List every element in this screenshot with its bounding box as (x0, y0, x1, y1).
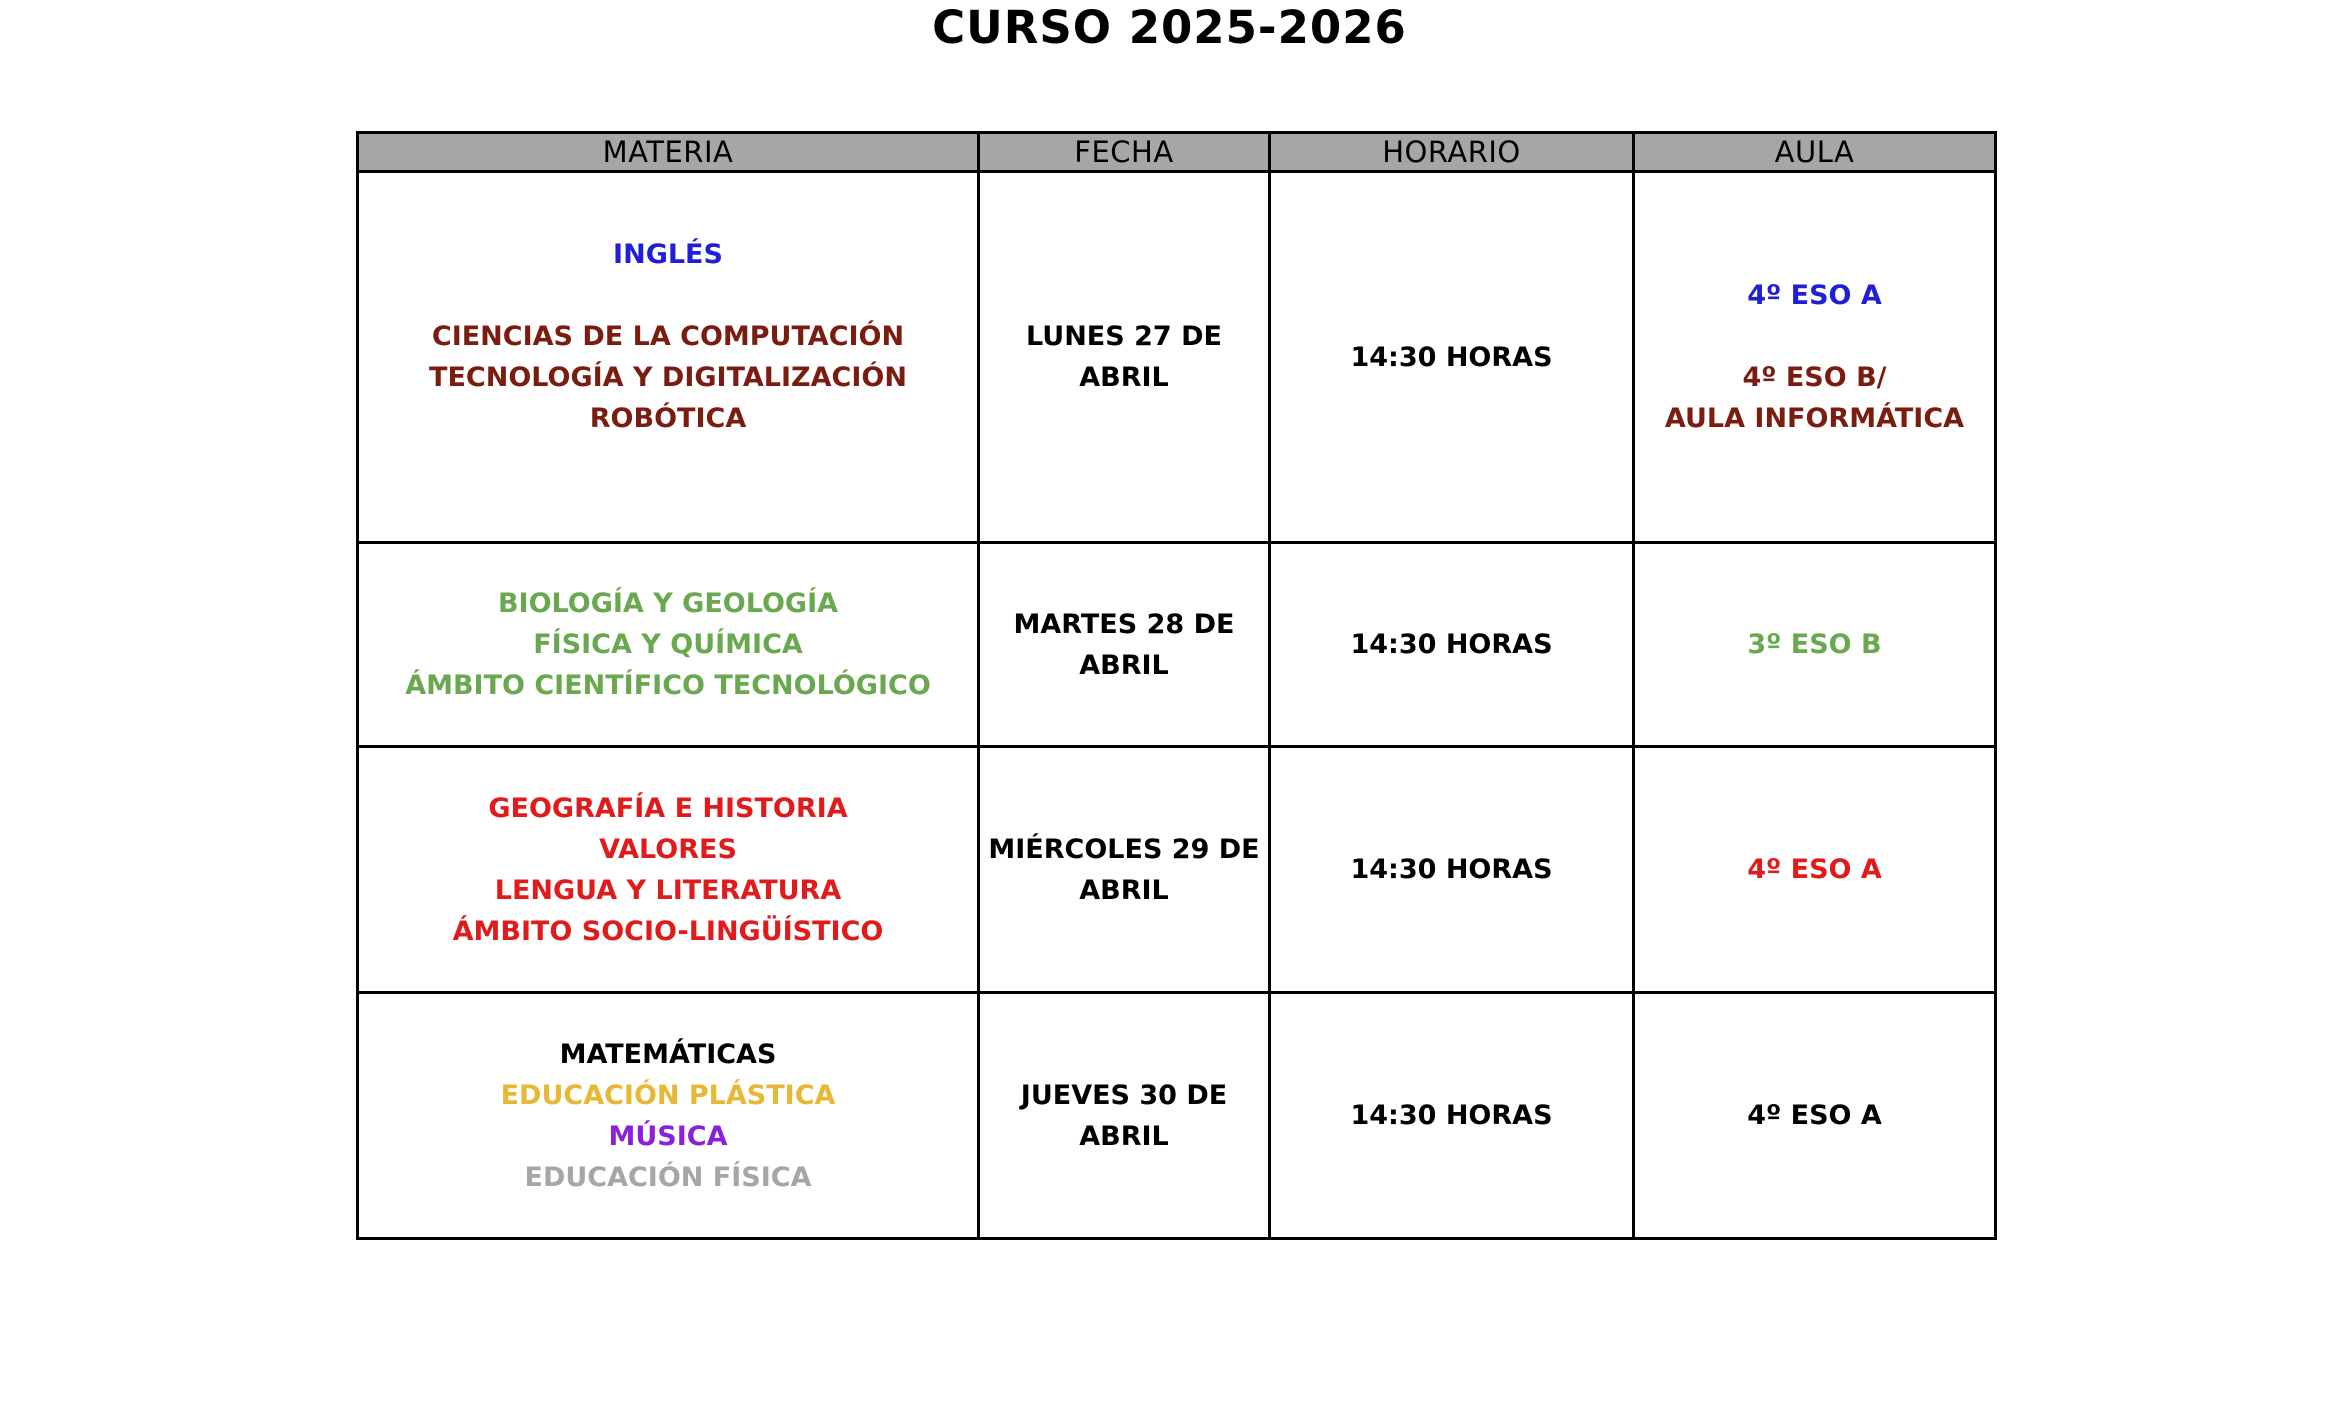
fecha-line1: JUEVES 30 DE (1020, 1079, 1228, 1111)
fecha-cell (979, 993, 1270, 1239)
page-title: CURSO 2025-2026 (932, 1, 1407, 54)
subject-musica: MÚSICA (608, 1120, 728, 1152)
fecha-line1: MARTES 28 DE (1013, 608, 1235, 640)
aula-cell: 3º ESO B (1634, 543, 1996, 747)
aula-cell: 4º ESO A (1634, 747, 1996, 993)
subject-geografia: GEOGRAFÍA E HISTORIA (488, 792, 848, 824)
aula-line1: 4º ESO A (1747, 280, 1882, 311)
horario-cell: 14:30 HORAS (1270, 747, 1634, 993)
exam-schedule-table (356, 131, 1997, 1240)
aula-cell: 4º ESO A (1634, 993, 1996, 1239)
header-horario: HORARIO (1270, 133, 1634, 172)
subject-ciencias-computacion: CIENCIAS DE LA COMPUTACIÓN (431, 321, 905, 352)
materia-cell (358, 172, 979, 543)
table-row (358, 543, 1996, 747)
aula-cell (1634, 172, 1996, 543)
subject-educacion-fisica: EDUCACIÓN FÍSICA (524, 1161, 812, 1193)
fecha-line1: LUNES 27 DE (1026, 321, 1222, 352)
subject-fisica-quimica: FÍSICA Y QUÍMICA (533, 629, 803, 660)
subject-matematicas: MATEMÁTICAS (559, 1038, 777, 1070)
materia-cell (358, 543, 979, 747)
subject-biologia: BIOLOGÍA Y GEOLOGÍA (497, 588, 839, 619)
subject-ingles: INGLÉS (613, 239, 723, 270)
table-row (358, 747, 1996, 993)
fecha-cell (979, 543, 1270, 747)
aula-line2: 4º ESO B/ (1742, 362, 1887, 393)
fecha-line2: ABRIL (1079, 1120, 1169, 1152)
subject-ambito-socio: ÁMBITO SOCIO-LINGÜÍSTICO (452, 915, 884, 947)
header-aula: AULA (1634, 133, 1996, 172)
subject-lengua: LENGUA Y LITERATURA (494, 874, 842, 906)
table-header-row (358, 133, 1996, 172)
header-fecha: FECHA (979, 133, 1270, 172)
subject-valores: VALORES (599, 833, 737, 865)
fecha-line1: MIÉRCOLES 29 DE (988, 833, 1260, 865)
fecha-line2: ABRIL (1079, 874, 1169, 906)
horario-cell: 14:30 HORAS (1270, 172, 1634, 543)
fecha-line2: ABRIL (1079, 649, 1169, 681)
materia-cell (358, 747, 979, 993)
horario-cell: 14:30 HORAS (1270, 543, 1634, 747)
fecha-cell (979, 747, 1270, 993)
subject-robotica: ROBÓTICA (589, 403, 747, 434)
subject-plastica: EDUCACIÓN PLÁSTICA (500, 1079, 836, 1111)
fecha-cell (979, 172, 1270, 543)
subject-tecnologia: TECNOLOGÍA Y DIGITALIZACIÓN (429, 362, 907, 393)
subject-ambito-cientifico: ÁMBITO CIENTÍFICO TECNOLÓGICO (405, 670, 931, 701)
horario-cell: 14:30 HORAS (1270, 993, 1634, 1239)
header-materia: MATERIA (358, 133, 979, 172)
fecha-line2: ABRIL (1079, 362, 1169, 393)
aula-line3: AULA INFORMÁTICA (1664, 403, 1965, 434)
table-row (358, 993, 1996, 1239)
materia-cell (358, 993, 979, 1239)
table-row (358, 172, 1996, 543)
